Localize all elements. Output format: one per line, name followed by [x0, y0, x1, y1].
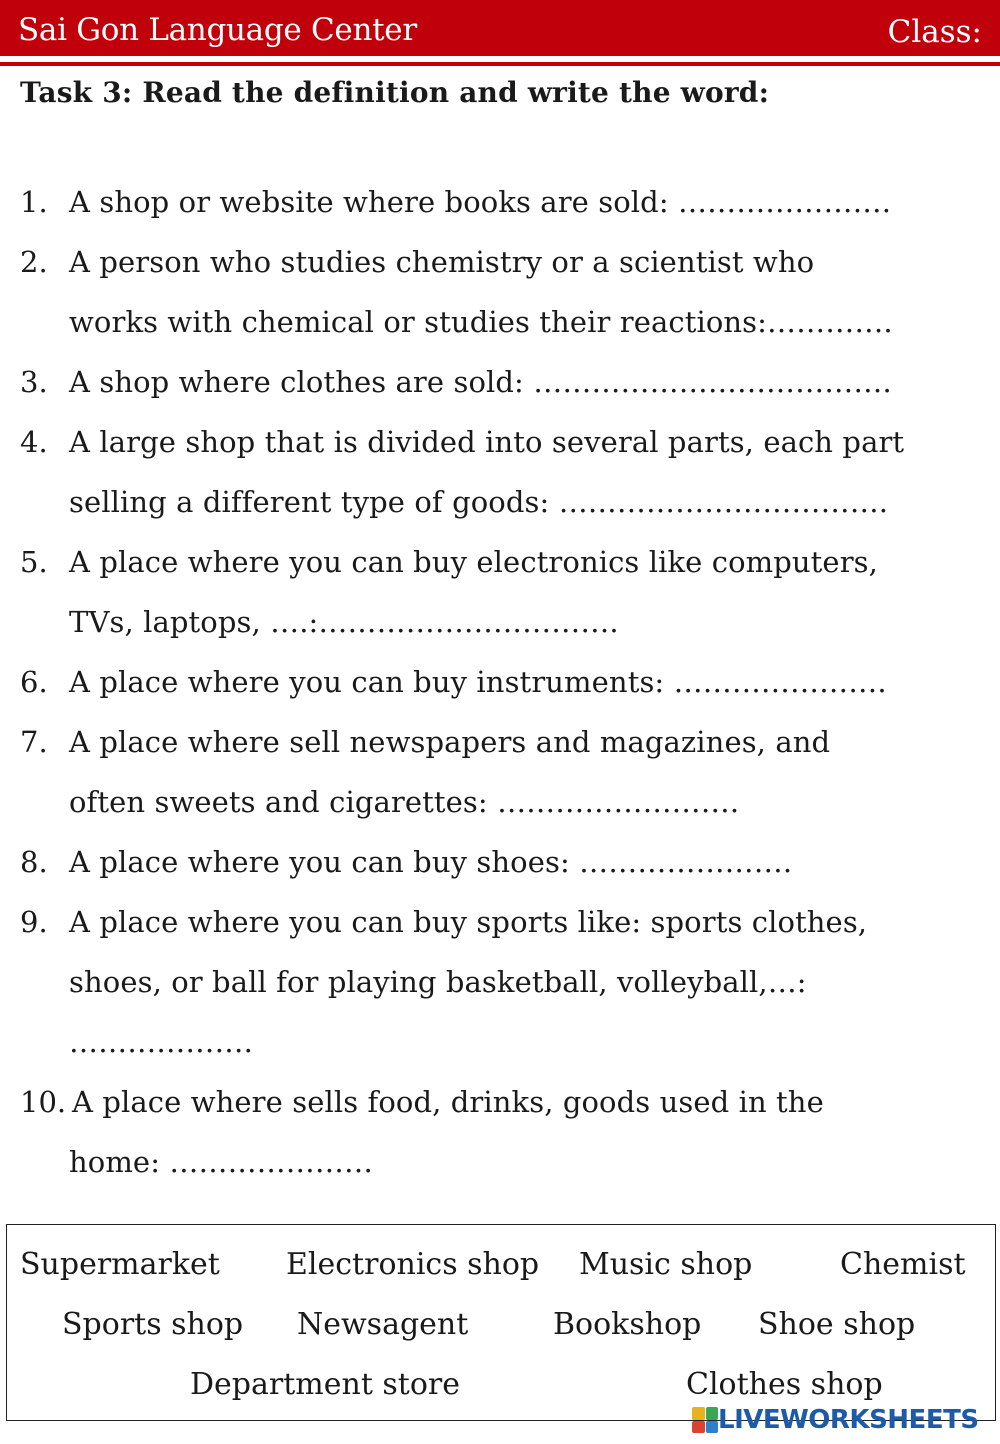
question-9-text-cont: shoes, or ball for playing basketball, volleyball,…: [69, 965, 807, 999]
center-name: Sai Gon Language Center [18, 12, 417, 48]
word-bank-item: Music shop [579, 1247, 753, 1282]
word-bank-item: Electronics shop [286, 1247, 540, 1282]
word-bank-box [6, 1224, 996, 1421]
word-bank-item: Department store [190, 1367, 461, 1402]
question-number: 10. [20, 1085, 67, 1119]
word-bank-item: Clothes shop [686, 1367, 883, 1402]
question-number: 7. [20, 725, 48, 759]
watermark-text: LIVEWORKSHEETS [718, 1405, 979, 1435]
question-5-text-cont: TVs, laptops, ….:…………………………. [69, 605, 619, 639]
task-title: Task 3: Read the definition and write the word: [20, 76, 770, 109]
header-bar [0, 0, 1000, 56]
question-number: 4. [20, 425, 48, 459]
class-label: Class: [887, 14, 982, 50]
question-9-text: A place where you can buy sports like: sports clothes, [69, 905, 868, 939]
question-7-text: A place where sell newspapers and magazines, and [69, 725, 831, 759]
question-number: 8. [20, 845, 48, 879]
liveworksheets-watermark [692, 1405, 992, 1439]
question-9-text-cont: ………………. [69, 1025, 253, 1059]
question-4-text-cont: selling a different type of goods: ……………………………. [69, 485, 889, 519]
question-2-text: A person who studies chemistry or a scientist who [69, 245, 815, 279]
question-number: 6. [20, 665, 48, 699]
question-8-text: A place where you can buy shoes: …………………. [69, 845, 793, 879]
word-bank-item: Sports shop [62, 1307, 244, 1342]
question-number: 9. [20, 905, 48, 939]
question-7-text-cont: often sweets and cigarettes: ……………………. [69, 785, 740, 819]
question-number: 5. [20, 545, 48, 579]
question-1-text: A shop or website where books are sold: …………………. [69, 185, 892, 219]
question-2-text-cont: works with chemical or studies their reactions:…………. [69, 305, 893, 339]
question-4-text: A large shop that is divided into several parts, each part [69, 425, 905, 459]
question-10-text-cont: home: ………………… [69, 1145, 374, 1179]
liveworksheets-logo-icon [692, 1407, 718, 1433]
word-bank-item: Chemist [840, 1247, 966, 1282]
word-bank-item: Supermarket [20, 1247, 220, 1282]
word-bank-item: Newsagent [297, 1307, 469, 1342]
question-number: 3. [20, 365, 48, 399]
question-10-text: A place where sells food, drinks, goods used in the [72, 1085, 824, 1119]
question-number: 1. [20, 185, 48, 219]
header-divider [0, 62, 1000, 66]
question-number: 2. [20, 245, 48, 279]
question-6-text: A place where you can buy instruments: …………………. [69, 665, 887, 699]
question-5-text: A place where you can buy electronics like computers, [69, 545, 878, 579]
question-3-text: A shop where clothes are sold: ………………………………. [69, 365, 892, 399]
word-bank-item: Shoe shop [758, 1307, 916, 1342]
word-bank-item: Bookshop [553, 1307, 702, 1342]
